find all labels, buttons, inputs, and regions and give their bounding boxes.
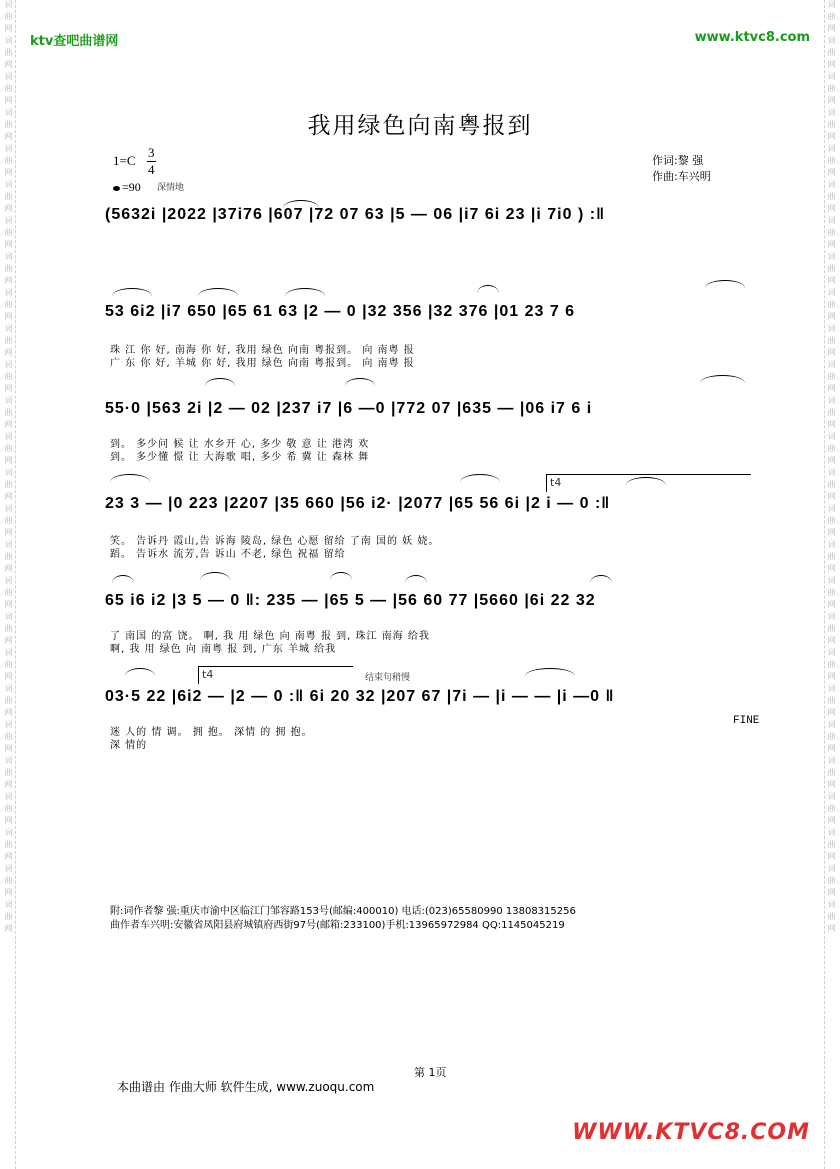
watermark-char: 曲 (4, 48, 13, 57)
watermark-char: 词 (827, 612, 836, 621)
watermark-char: 网 (827, 168, 836, 177)
page-number: 第 1页 (414, 1066, 447, 1079)
watermark-char: 网 (4, 924, 13, 933)
watermark-char: 网 (4, 168, 13, 177)
time-signature (147, 145, 156, 178)
watermark-char: 词 (827, 900, 836, 909)
watermark-char: 曲 (827, 804, 836, 813)
watermark-char: 词 (4, 468, 13, 477)
watermark-char: 网 (4, 672, 13, 681)
watermark-char: 网 (4, 276, 13, 285)
watermark-char: 曲 (827, 876, 836, 885)
watermark-char: 词 (4, 684, 13, 693)
site-logo[interactable]: WWW.KTVC8.COM (572, 1120, 810, 1145)
watermark-char: 网 (827, 312, 836, 321)
watermark-char: 网 (4, 564, 13, 573)
watermark-char: 词 (827, 432, 836, 441)
watermark-char: 词 (827, 684, 836, 693)
watermark-char: 词 (827, 792, 836, 801)
watermark-char: 网 (827, 420, 836, 429)
watermark-char: 网 (4, 708, 13, 717)
watermark-char: 词 (827, 0, 836, 9)
watermark-char: 曲 (4, 552, 13, 561)
watermark-char: 曲 (827, 768, 836, 777)
slur (590, 575, 612, 583)
watermark-char: 网 (827, 60, 836, 69)
slur (112, 575, 134, 583)
lyrics-row-5-verse-1: 了 南国 的富 饶。 啊, 我 用 绿色 向 南粤 报 到, 珠江 南海 给我 (110, 631, 430, 642)
site-url-right[interactable]: www.ktvc8.com (694, 30, 810, 45)
watermark-char: 网 (4, 240, 13, 249)
lyrics-row-6-verse-2: 深 情的 (110, 740, 148, 751)
slur (198, 288, 238, 296)
watermark-char: 曲 (4, 192, 13, 201)
watermark-char: 曲 (827, 444, 836, 453)
watermark-char: 曲 (4, 156, 13, 165)
score-row-2: 53 6i2 |i7 650 |65 61 63 |2 — 0 |32 356 |32 376 |01 23 7 6 (105, 303, 576, 320)
watermark-char: 曲 (4, 660, 13, 669)
watermark-char: 词 (827, 72, 836, 81)
watermark-char: 网 (4, 492, 13, 501)
watermark-char: 词 (827, 396, 836, 405)
watermark-char: 词 (827, 576, 836, 585)
watermark-char: 曲 (827, 408, 836, 417)
watermark-char: 曲 (4, 516, 13, 525)
watermark-char: 词 (827, 216, 836, 225)
watermark-char: 网 (4, 384, 13, 393)
watermark-char: 词 (4, 576, 13, 585)
watermark-char: 曲 (4, 444, 13, 453)
watermark-char: 曲 (4, 840, 13, 849)
expression-marking: 深情地 (157, 183, 185, 193)
watermark-char: 词 (827, 36, 836, 45)
watermark-char: 网 (4, 132, 13, 141)
left-watermark-column (2, 0, 16, 1169)
watermark-char: 曲 (827, 912, 836, 921)
credits (652, 153, 711, 185)
quarter-note-icon (113, 186, 120, 191)
watermark-char: 词 (827, 288, 836, 297)
watermark-char: 网 (4, 420, 13, 429)
watermark-char: 网 (827, 384, 836, 393)
watermark-char: 曲 (827, 732, 836, 741)
watermark-char: 网 (4, 456, 13, 465)
watermark-char: 词 (827, 180, 836, 189)
watermark-char: 网 (4, 348, 13, 357)
watermark-char: 曲 (827, 516, 836, 525)
key-signature: 1=C (113, 153, 136, 168)
watermark-char: 曲 (4, 300, 13, 309)
watermark-char: 词 (4, 252, 13, 261)
slur (200, 572, 230, 580)
watermark-char: 曲 (4, 408, 13, 417)
lyrics-row-2-verse-2: 广 东 你 好, 羊城 你 好, 我用 绿色 向南 粤报到。 向 南粤 报 (110, 358, 415, 369)
watermark-char: 网 (827, 276, 836, 285)
watermark-char: 网 (827, 672, 836, 681)
watermark-char: 网 (4, 96, 13, 105)
watermark-char: 曲 (827, 696, 836, 705)
watermark-char: 曲 (827, 120, 836, 129)
watermark-char: 曲 (827, 300, 836, 309)
watermark-char: 曲 (4, 912, 13, 921)
slur (477, 285, 499, 293)
slur (330, 572, 352, 580)
watermark-char: 词 (827, 468, 836, 477)
tempo-marking (113, 180, 141, 195)
watermark-char: 曲 (827, 588, 836, 597)
watermark-char: 网 (827, 456, 836, 465)
watermark-char: 词 (4, 324, 13, 333)
song-title: 我用绿色向南粤报到 (307, 113, 533, 139)
watermark-char: 网 (4, 528, 13, 537)
watermark-char: 曲 (4, 876, 13, 885)
lyrics-row-6-verse-1: 迷 人的 情 调。 拥 抱。 深情 的 拥 抱。 (110, 727, 313, 738)
fine-marking: FINE (733, 715, 760, 727)
watermark-char: 网 (4, 888, 13, 897)
watermark-char: 词 (827, 756, 836, 765)
watermark-char: 网 (827, 852, 836, 861)
watermark-char: 词 (4, 360, 13, 369)
watermark-char: 网 (4, 600, 13, 609)
lyricist-contact: 附:词作者黎 强:重庆市渝中区临江门邹容路153号(邮编:400010) 电话:(023)65580990 13808315256 (110, 906, 576, 917)
watermark-char: 词 (4, 648, 13, 657)
slur (125, 668, 155, 676)
watermark-char: 词 (4, 540, 13, 549)
watermark-char: 曲 (827, 228, 836, 237)
watermark-char: 曲 (4, 84, 13, 93)
watermark-char: 网 (4, 852, 13, 861)
watermark-char: 曲 (827, 624, 836, 633)
watermark-char: 曲 (4, 732, 13, 741)
watermark-char: 网 (827, 888, 836, 897)
watermark-char: 曲 (4, 696, 13, 705)
watermark-char: 词 (4, 180, 13, 189)
meter-bottom: 4 (148, 162, 155, 177)
watermark-char: 网 (827, 744, 836, 753)
watermark-char: 词 (827, 648, 836, 657)
watermark-char: 词 (4, 504, 13, 513)
watermark-char: 词 (4, 108, 13, 117)
watermark-char: 网 (4, 312, 13, 321)
watermark-char: 网 (827, 600, 836, 609)
volta-bracket (198, 666, 353, 684)
watermark-char: 词 (4, 36, 13, 45)
watermark-char: 网 (4, 780, 13, 789)
watermark-char: 曲 (827, 84, 836, 93)
slur (700, 375, 745, 383)
watermark-char: 词 (4, 432, 13, 441)
watermark-char: 词 (4, 612, 13, 621)
watermark-char: 网 (827, 636, 836, 645)
watermark-char: 网 (827, 492, 836, 501)
generator-footer: 本曲谱由 作曲大师 软件生成, www.zuoqu.com (117, 1080, 375, 1094)
slur (110, 474, 150, 482)
watermark-char: 词 (827, 828, 836, 837)
watermark-char: 曲 (827, 372, 836, 381)
score-row-3: 55·0 |563 2i |2 — 02 |237 i7 |6 —0 |772 07 |635 — |06 i7 6 i (105, 400, 593, 417)
watermark-char: 网 (827, 96, 836, 105)
meter-top: 3 (148, 145, 155, 160)
tempo-value: =90 (122, 180, 141, 194)
watermark-char: 网 (827, 780, 836, 789)
watermark-char: 曲 (827, 48, 836, 57)
slur (285, 288, 325, 296)
ending-tempo-note: 结束句稍慢 (365, 673, 411, 683)
watermark-char: 网 (827, 348, 836, 357)
score-row-1: (5632i |2022 |37i76 |607 |72 07 63 |5 — 06 |i7 6i 23 |i 7i0 ) :‖ (105, 206, 606, 223)
watermark-char: 词 (4, 720, 13, 729)
watermark-char: 曲 (4, 588, 13, 597)
slur (283, 200, 319, 208)
watermark-char: 词 (4, 864, 13, 873)
watermark-char: 网 (827, 240, 836, 249)
watermark-char: 曲 (827, 264, 836, 273)
score-row-4: 23 3 — |0 223 |2207 |35 660 |56 i2· |2077 |65 56 6i |2 i — 0 :‖ (105, 495, 611, 512)
lyrics-row-4-verse-1: 笑。 告诉丹 霞山,告 诉海 陵岛, 绿色 心愿 留给 了南 国的 妖 娆。 (110, 536, 440, 547)
watermark-char: 曲 (4, 804, 13, 813)
lyricist: 作词:黎 强 (652, 154, 704, 167)
volta-label: t4 (550, 476, 562, 489)
right-watermark-column (824, 0, 838, 1169)
watermark-char: 网 (827, 816, 836, 825)
watermark-char: 曲 (827, 12, 836, 21)
watermark-char: 词 (827, 252, 836, 261)
watermark-char: 网 (827, 132, 836, 141)
watermark-char: 词 (4, 828, 13, 837)
contact-info (110, 905, 576, 933)
watermark-char: 曲 (827, 156, 836, 165)
watermark-char: 网 (4, 204, 13, 213)
lyrics-row-3-verse-2: 到。 多少懂 憬 让 大海歌 唱, 多少 希 冀 让 森林 舞 (110, 452, 370, 463)
watermark-char: 网 (827, 708, 836, 717)
watermark-char: 曲 (827, 840, 836, 849)
score-row-5: 65 i6 i2 |3 5 — 0 ‖: 235 — |65 5 — |56 60 77 |5660 |6i 22 32 (105, 592, 596, 609)
slur (705, 280, 745, 288)
slur (525, 668, 575, 676)
watermark-char: 网 (4, 60, 13, 69)
watermark-char: 词 (827, 144, 836, 153)
watermark-char: 网 (4, 24, 13, 33)
watermark-char: 词 (4, 396, 13, 405)
watermark-char: 词 (827, 720, 836, 729)
slur (345, 378, 375, 386)
watermark-char: 词 (4, 0, 13, 9)
watermark-char: 网 (827, 564, 836, 573)
watermark-char: 曲 (827, 336, 836, 345)
watermark-char: 曲 (4, 372, 13, 381)
watermark-char: 网 (827, 204, 836, 213)
watermark-char: 网 (4, 636, 13, 645)
watermark-char: 网 (4, 816, 13, 825)
site-name-left[interactable]: ktv查吧曲谱网 (30, 34, 119, 49)
watermark-char: 曲 (827, 480, 836, 489)
watermark-char: 词 (4, 288, 13, 297)
watermark-char: 词 (827, 108, 836, 117)
watermark-char: 词 (827, 504, 836, 513)
lyrics-row-2-verse-1: 珠 江 你 好, 南海 你 好, 我用 绿色 向南 粤报到。 向 南粤 报 (110, 345, 415, 356)
watermark-char: 曲 (827, 552, 836, 561)
watermark-char: 网 (827, 924, 836, 933)
watermark-char: 词 (4, 792, 13, 801)
watermark-char: 词 (4, 756, 13, 765)
watermark-char: 网 (827, 24, 836, 33)
watermark-char: 曲 (4, 336, 13, 345)
watermark-char: 曲 (4, 120, 13, 129)
watermark-char: 网 (827, 528, 836, 537)
lyrics-row-5-verse-2: 啊, 我 用 绿色 向 南粤 报 到, 广东 羊城 给我 (110, 644, 337, 655)
watermark-char: 曲 (4, 264, 13, 273)
watermark-char: 词 (4, 144, 13, 153)
composer: 作曲:车兴明 (652, 170, 711, 183)
watermark-char: 曲 (827, 192, 836, 201)
watermark-char: 曲 (4, 480, 13, 489)
slur (460, 474, 500, 482)
watermark-char: 曲 (827, 660, 836, 669)
watermark-char: 网 (4, 744, 13, 753)
watermark-char: 曲 (4, 228, 13, 237)
watermark-char: 词 (827, 324, 836, 333)
score-row-6: 03·5 22 |6i2 — |2 — 0 :‖ 6i 20 32 |207 67 |7i — |i — — |i —0 ‖ (105, 688, 615, 705)
watermark-char: 曲 (4, 768, 13, 777)
watermark-char: 词 (4, 72, 13, 81)
watermark-char: 词 (827, 540, 836, 549)
slur (112, 288, 152, 296)
watermark-char: 词 (827, 864, 836, 873)
watermark-char: 词 (4, 900, 13, 909)
lyrics-row-3-verse-1: 到。 多少问 候 让 水乡开 心, 多少 敬 意 让 港湾 欢 (110, 439, 370, 450)
lyrics-row-4-verse-2: 蹈。 告诉水 流芳,告 诉山 不老, 绿色 祝福 留给 (110, 549, 346, 560)
watermark-char: 词 (4, 216, 13, 225)
slur (205, 378, 235, 386)
watermark-char: 曲 (4, 624, 13, 633)
watermark-char: 曲 (4, 12, 13, 21)
composer-contact: 曲作者车兴明:安徽省凤阳县府城镇府西街97号(邮箱:233100)手机:13965972984 QQ:1145045219 (110, 920, 565, 931)
watermark-char: 词 (827, 360, 836, 369)
volta-label: t4 (202, 668, 214, 681)
slur (405, 575, 427, 583)
